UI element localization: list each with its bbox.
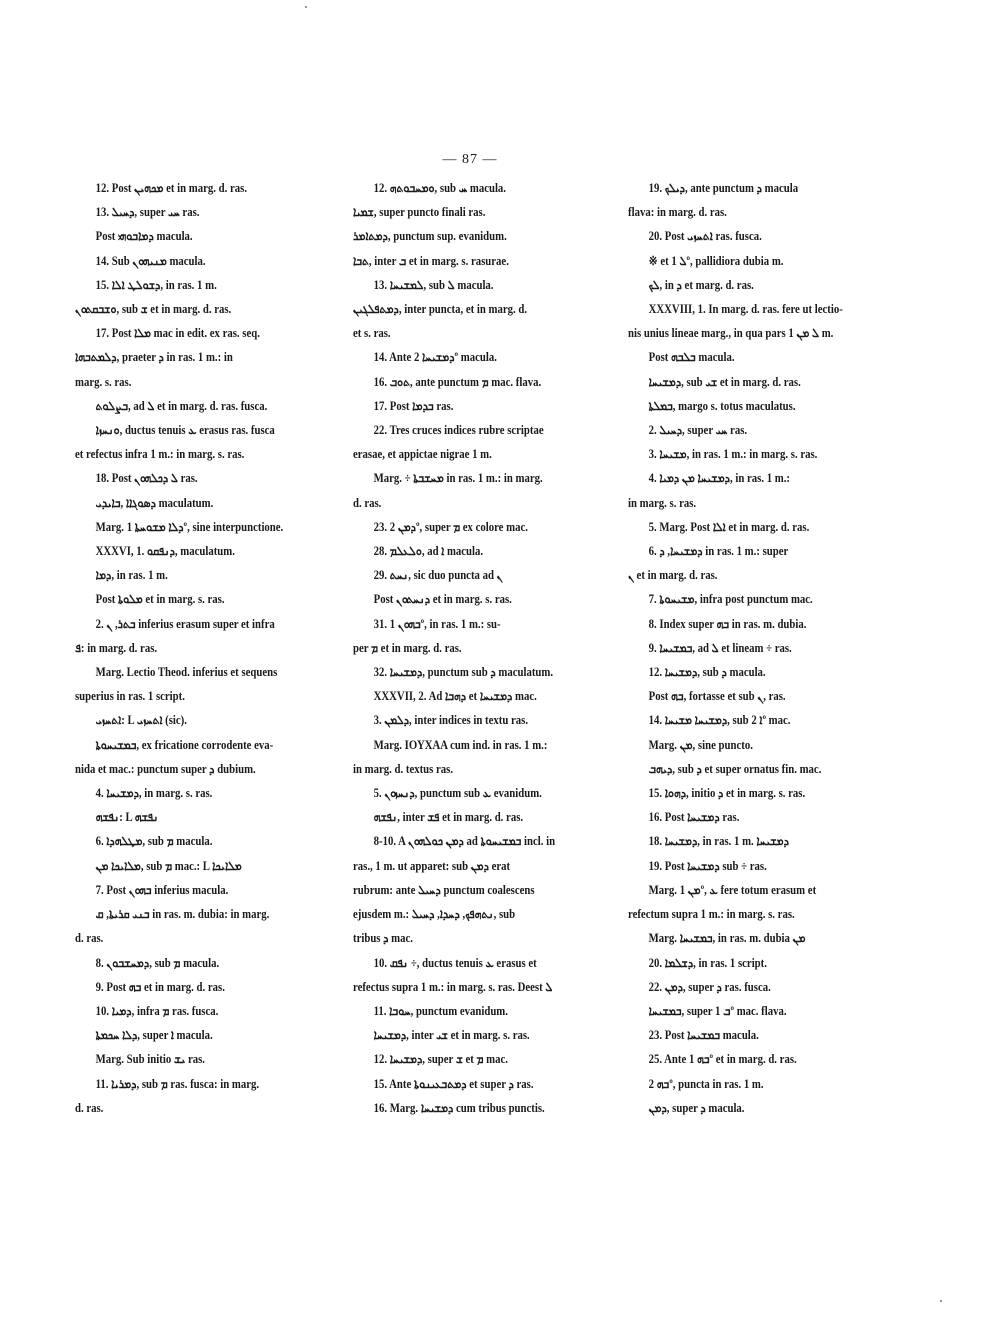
text-line: 6. ܕܡܫܝܚܐ, ܕ in ras. 1 m.: super bbox=[648, 544, 789, 559]
text-line: 18. Post ܠ ܕܟܠܗܘܢ ras. bbox=[95, 471, 198, 486]
text-line: ܒܡܫܝܚܘܬܐ, ex fricatione corrodente eva- bbox=[95, 737, 274, 752]
text-line: nida et mac.: punctum super ܕ dubium. bbox=[75, 761, 256, 776]
text-line: 12. ܘܡܚܒܘܬܗ, sub ܚ macula. bbox=[373, 181, 506, 195]
text-line: ܢܦܫܗ, inter ܦܫ et in marg. d. ras. bbox=[373, 810, 524, 825]
text-line: flava: in marg. d. ras. bbox=[628, 205, 727, 220]
page-number: — 87 — bbox=[442, 152, 498, 167]
text-line: 10. ܢܦܩ ÷, ductus tenuis ܥ erasus et bbox=[373, 955, 537, 970]
text-line: 15. ܕܗܘܐ, initio ܕ et in marg. s. ras. bbox=[648, 786, 806, 801]
text-line: 4. ܕܡܫܝܚܐ, in marg. s. ras. bbox=[95, 786, 213, 801]
text-line: ܕܡܫܝܚܐ, sub ܫܝ et in marg. d. ras. bbox=[648, 374, 801, 389]
text-line: 23. ܕܡܢ 2º, super ܡ ex colore mac. bbox=[373, 519, 528, 534]
text-line: per ܡ et in marg. d. ras. bbox=[353, 640, 462, 655]
text-column-middle bbox=[353, 176, 611, 1120]
text-line: in marg. d. textus ras. bbox=[353, 761, 454, 776]
text-line: 11. ܕܡܪܝܐ, sub ܡ ras. fusca: in marg. bbox=[95, 1076, 260, 1091]
text-line: ܕܡܬܦܠܓܝܢ, inter puncta, et in marg. d. bbox=[353, 302, 528, 317]
text-line: 6. ܡܛܠܗܕܐ, sub ܡ macula. bbox=[95, 834, 213, 849]
text-line: 17. Post ܒܕܡܐ ras. bbox=[373, 398, 454, 413]
text-line: ܕܡܫܝܚܐ, inter ܫܝ et in marg. s. ras. bbox=[373, 1028, 530, 1043]
text-line: Marg. ΙΟΥΧΑΑ cum ind. in ras. 1 m.: bbox=[373, 737, 548, 752]
text-line: 13. ܠܡܫܝܚܐ, sub ܠ macula. bbox=[373, 277, 494, 292]
text-line: 15. Ante ܕܡܬܒܥܝܢܘܬܐ et super ܕ ras. bbox=[373, 1076, 534, 1091]
text-line: ܘܢܚܙܐ, ductus tenuis ܥ erasus ras. fusca bbox=[95, 423, 275, 438]
paper-speck bbox=[305, 6, 307, 8]
text-column-left bbox=[75, 176, 333, 1120]
text-line: ܕܡܬܐܡܪ, punctum sup. evanidum. bbox=[353, 229, 507, 244]
text-line: 20. Post ܐܬܚܙܝ ras. fusca. bbox=[648, 229, 762, 244]
text-line: 12. ܕܡܫܝܚܐ, sub ܕ macula. bbox=[648, 665, 766, 680]
text-line: 11. ܚܘܒܐ, punctum evanidum. bbox=[373, 1003, 508, 1018]
text-line: Marg. Sub initio ܝܫ ras. bbox=[95, 1052, 205, 1067]
text-line: 18. ܕܡܫܝܚܐ, in ras. 1 m. ܕܡܫܝܚܐ bbox=[648, 834, 789, 849]
text-line: ܢ et in marg. d. ras. bbox=[628, 568, 718, 583]
text-line: ܐܬܚܙܝ: L ܐܬܚܙܝ (sic). bbox=[95, 713, 187, 728]
text-line: 14. Ante ܕܡܫܝܚܐ 2º macula. bbox=[373, 350, 497, 365]
text-line: 3. ܕܠܡܢ, inter indices in textu ras. bbox=[373, 713, 529, 728]
text-line: ܒܨܠܘܬ, ad ܠ et in marg. d. ras. fusca. bbox=[95, 398, 268, 413]
text-line: Marg. ܒܡܫܝܚܐ, in ras. m. dubia ܡܢ bbox=[648, 931, 806, 946]
text-line: ܕܠܐ ܚܟܡܬܐ, super ܐ macula. bbox=[95, 1028, 213, 1043]
text-line: 32. ܕܡܫܝܚܐ, punctum sub ܕ maculatum. bbox=[373, 665, 554, 680]
text-line: Marg. ÷ ܡܚܫܒܬܐ in ras. 1 m.: in marg. bbox=[373, 471, 543, 486]
text-line: 7. ܡܫܝܚܘܬܐ, infra post punctum mac. bbox=[648, 592, 813, 607]
text-line: erasae, et appictae nigrae 1 m. bbox=[353, 447, 492, 462]
text-line: 17. Post ܡܠܐ mac in edit. ex ras. seq. bbox=[95, 326, 260, 341]
text-line: ܦ: in marg. d. ras. bbox=[75, 640, 158, 655]
text-line: 20. ܕܫܠܡܐ, in ras. 1 script. bbox=[648, 955, 767, 970]
text-line: 10. ܕܡܝܐ, infra ܡ ras. fusca. bbox=[95, 1003, 219, 1018]
text-line: d. ras. bbox=[75, 931, 104, 946]
text-line: 2. ܒܬܪ, ܢ inferius erasum super et infra bbox=[95, 616, 275, 631]
text-line: 8. ܕܡܚܫܒܘܢ, sub ܡ macula. bbox=[95, 955, 220, 970]
text-line: 29. ܢܚܬ, sic duo puncta ad ܢ bbox=[373, 568, 503, 583]
text-line: tribus ܕ mac. bbox=[353, 931, 413, 946]
text-line: refectum supra 1 m.: in marg. s. ras. bbox=[628, 907, 795, 922]
text-line: ܕܣܘܓܐܐ ,ܒܐܝܕܝ maculatum. bbox=[95, 495, 214, 510]
text-line: ܒܢܝ ܩܪܝܬܐ, ܩ in ras. m. dubia: in marg. bbox=[95, 907, 270, 922]
text-line: ܕܡܢ, super ܕ macula. bbox=[648, 1100, 745, 1115]
paper-speck bbox=[940, 1300, 942, 1302]
text-line: 22. ܕܡܢ, super ܕ ras. fusca. bbox=[648, 979, 771, 994]
text-line: d. ras. bbox=[75, 1100, 104, 1115]
text-line: Post ܡܠܘܬܐ et in marg. s. ras. bbox=[95, 592, 225, 607]
text-line: 14. ܕܡܫܝܚܐ ܡܫܝܚܐ, sub ܐ 2º mac. bbox=[648, 713, 791, 728]
text-line: 12. ܕܡܫܝܚܐ, super ܫ et ܡ mac. bbox=[373, 1052, 508, 1067]
text-line: ܒܡܠܬܐ, margo s. totus maculatus. bbox=[648, 398, 796, 413]
text-line: Marg. ܕܠܐ ܡܫܘܚܬܐ 1º, sine interpunctione. bbox=[95, 519, 284, 534]
text-line: ܘܫܒܩܬܘܢ, sub ܫ et in marg. d. ras. bbox=[75, 302, 232, 317]
text-line: ܕܡܐ, in ras. 1 m. bbox=[95, 568, 168, 583]
text-line: XXXVI, 1. ܕܢܦܩܘ, maculatum. bbox=[95, 544, 235, 559]
text-line: 23. Post ܒܡܫܝܚܐ macula. bbox=[648, 1028, 759, 1043]
text-line: ܢܦܫܗ: L ܢܦܫܗ bbox=[95, 810, 159, 825]
text-line: 5. ܕܢܚܙܘܢ, punctum sub ܥ evanidum. bbox=[373, 786, 542, 801]
text-line: et refectus infra 1 m.: in marg. s. ras. bbox=[75, 447, 245, 462]
text-line: 3. ܡܫܝܚܐ, in ras. 1 m.: in marg. s. ras. bbox=[648, 447, 818, 462]
text-line: Post ܒܗ, fortasse et sub ܢ, ras. bbox=[648, 689, 786, 704]
text-line: 16. ܬܘܒ, ante punctum ܡ mac. flava. bbox=[373, 374, 542, 389]
text-line: 16. Post ܕܡܫܝܚܐ ras. bbox=[648, 810, 740, 825]
text-line: Marg. ܡܢ 1º, ܥ fere totum erasum et bbox=[648, 882, 817, 897]
text-line: 14. Sub ܡܢܝܗܘܢ macula. bbox=[95, 253, 206, 268]
text-line: ܡܠܐܝܟܐ ܡܢ, sub ܡ mac.: L ܡܠܐܝܟܐ bbox=[95, 858, 242, 873]
text-line: ܕܠܡܬܒܗܐ, praeter ܕ in ras. 1 m.: in bbox=[75, 350, 233, 365]
text-line: 5. Marg. Post ܐܠܐ et in marg. d. ras. bbox=[648, 519, 810, 534]
text-line: 28. ܘܠܥܠܡ, ad ܐ macula. bbox=[373, 544, 484, 559]
text-line: 4. ܕܡܫܝܚܐ ܡܢ ܕܡܝܐ, in ras. 1 m.: bbox=[648, 471, 791, 486]
text-line: nis unius lineae marg., in qua pars ܠ ܡܢ 1 m. bbox=[628, 326, 834, 341]
text-line: 31. ܒܗܘܢ 1º, in ras. 1 m.: su- bbox=[373, 616, 501, 631]
text-line: 12. Post ܡܟܗܝܢ et in marg. d. ras. bbox=[95, 181, 248, 195]
text-line: et s. ras. bbox=[353, 326, 391, 341]
text-line: ܠܟ, in ܕ et marg. d. ras. bbox=[648, 277, 754, 292]
text-line: Post ܕܡܐܒܘܗܝ macula. bbox=[95, 229, 193, 244]
text-line: XXXVIII, 1. In marg. d. ras. fere ut lectio- bbox=[648, 302, 843, 317]
text-line: superius in ras. 1 script. bbox=[75, 689, 185, 704]
text-line: ܫܡܝܐ, super puncto finali ras. bbox=[353, 205, 486, 220]
text-line: d. ras. bbox=[353, 495, 382, 510]
text-line: Marg. ܡܢ, sine puncto. bbox=[648, 737, 753, 752]
text-line: ※ et ܠ 1º, pallidiora dubia m. bbox=[648, 253, 784, 268]
text-line: 22. Tres cruces indices rubre scriptae bbox=[373, 423, 544, 438]
text-line: Post ܒܠܒܗ macula. bbox=[648, 350, 735, 365]
text-line: XXXVII, 2. Ad ܕܗܒܐ et ܕܡܫܝܚܐ mac. bbox=[373, 689, 537, 704]
text-line: 2. ܕܚܝܠ, super ܚܝ ras. bbox=[648, 423, 748, 438]
text-line: ejusdem m.: ܢܬܗܦܟ, ܕܚܕܐ, ܕܚܝܠ, sub bbox=[353, 907, 516, 922]
text-line: 9. ܒܡܫܝܚܐ, ad ܠ et lineam ÷ ras. bbox=[648, 640, 792, 655]
text-line: ܕܝܗܒ, sub ܕ et super ornatus fin. mac. bbox=[648, 761, 822, 776]
text-line: 9. Post ܒܗ et in marg. d. ras. bbox=[95, 979, 225, 994]
text-line: 16. Marg. ܕܡܫܝܚܐ cum tribus punctis. bbox=[373, 1100, 545, 1115]
text-line: ܬܒܐ, inter ܒ et in marg. s. rasurae. bbox=[353, 253, 509, 268]
text-line: ras., 1 m. ut apparet: sub ܕܡܢ erat bbox=[353, 858, 511, 873]
text-line: in marg. s. ras. bbox=[628, 495, 697, 510]
text-line: 19. Post ܕܡܫܝܚܐ sub ÷ ras. bbox=[648, 858, 767, 873]
text-line: marg. s. ras. bbox=[75, 374, 132, 389]
text-line: 8-10. A ܕܡܢ ܟܘܠܗܘܢ ad ܒܡܫܝܚܘܬܐ incl. in bbox=[373, 834, 556, 849]
text-line: 7. Post ܒܗܘܢ inferius macula. bbox=[95, 882, 229, 897]
text-line: ܒܗ 2º, puncta in ras. 1 m. bbox=[648, 1076, 764, 1091]
text-line: 8. Index super ܒܗ in ras. m. dubia. bbox=[648, 616, 807, 631]
text-line: Post ܕܢܚܬܘܢ et in marg. s. ras. bbox=[373, 592, 512, 607]
text-column-right bbox=[628, 176, 886, 1120]
text-line: rubrum: ante ܕܚܝܠ punctum coalescens bbox=[353, 882, 535, 897]
text-line: refectus supra 1 m.: in marg. s. ras. Deest ܠ bbox=[353, 979, 553, 994]
text-line: Marg. Lectio Theod. inferius et sequens bbox=[95, 665, 278, 680]
text-line: 15. ܕܫܘܠܛ ܐܠܐ, in ras. 1 m. bbox=[95, 277, 217, 292]
text-line: 25. Ante ܒܗ 1º et in marg. d. ras. bbox=[648, 1052, 797, 1067]
text-line: 13. ܕܚܝܠ, super ܚܝ ras. bbox=[95, 205, 200, 220]
text-line: ܒܡܫܝܚܐ, super ܒ 1º mac. flava. bbox=[648, 1003, 787, 1018]
text-line: 19. ܕܝܠܟ, ante punctum ܕ macula bbox=[648, 181, 799, 195]
